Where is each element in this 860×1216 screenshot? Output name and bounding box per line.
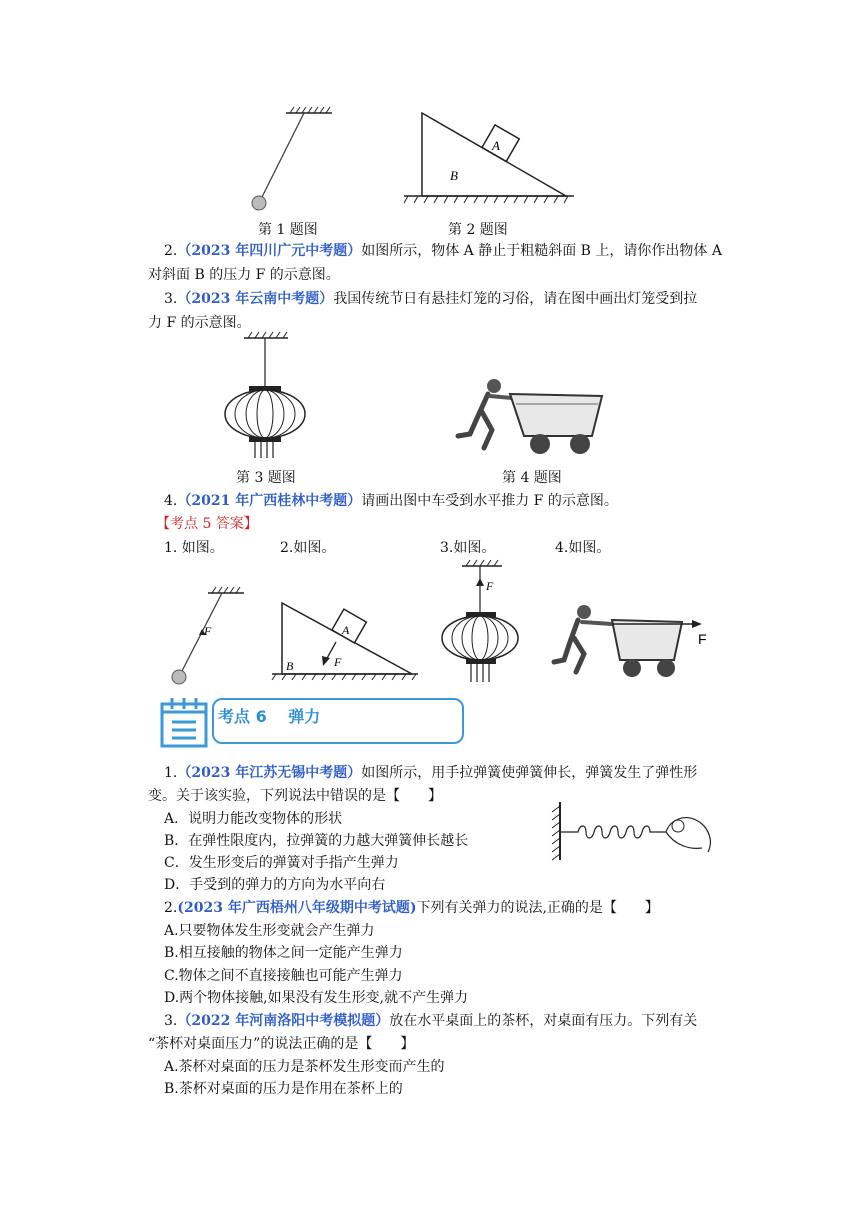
question-text: 下列有关弹力的说法,正确的是【 】 (416, 900, 659, 916)
question-number: 4. (164, 493, 178, 509)
answer-figure-3 (436, 560, 526, 688)
problem-1-line1 (164, 762, 697, 784)
question-number: 2. (164, 243, 178, 259)
question-source: （2023 年云南中考题） (177, 291, 334, 307)
figure-spring (548, 800, 718, 862)
question-3-line1 (164, 288, 697, 310)
question-source: (2023 年广西梧州八年级期中考试题) (177, 900, 417, 916)
question-2-line2: 对斜面 B 的压力 F 的示意图。 (148, 267, 340, 283)
figure-4-cart (452, 372, 612, 462)
question-number: 3. (164, 291, 178, 307)
fig2-label-b: B (450, 168, 458, 183)
question-number: 2. (164, 900, 178, 916)
answer-figure-1 (168, 585, 248, 685)
answer-fig2-label-b: B (286, 659, 294, 673)
question-text: 放在水平桌面上的茶杯，对桌面有压力。下列有关 (389, 1013, 698, 1029)
answer-fig2-label-f: F (334, 655, 342, 669)
question-text: 请画出图中车受到水平推力 F 的示意图。 (361, 493, 618, 509)
question-3-line2: 力 F 的示意图。 (148, 315, 251, 331)
figure-3-lantern (218, 330, 313, 460)
question-number: 3. (164, 1013, 178, 1029)
problem-2-line1 (164, 897, 659, 919)
problem-2-option-d: D.两个物体接触,如果没有发生形变,就不产生弹力 (164, 990, 469, 1006)
answer-2: 2.如图。 (280, 540, 336, 556)
problem-3-line1 (164, 1010, 697, 1032)
problem-1-option-a: A．说明力能改变物体的形状 (164, 811, 343, 827)
problem-1-option-c: C．发生形变后的弹簧对手指产生弹力 (164, 855, 399, 871)
question-2-line1 (164, 240, 722, 262)
problem-2-option-a: A.只要物体发生形变就会产生弹力 (164, 923, 375, 939)
problem-2-option-b: B.相互接触的物体之间一定能产生弹力 (164, 945, 403, 961)
answer-figure-2 (262, 600, 422, 685)
problem-3-option-b: B.茶杯对桌面的压力是作用在茶杯上的 (164, 1081, 403, 1097)
answer-fig4-label-f: F (698, 631, 707, 647)
answer-fig2-label-a: A (342, 623, 350, 637)
problem-3-line2: “茶杯对桌面压力”的说法正确的是【 】 (148, 1036, 415, 1052)
question-text: 如图所示，物体 A 静止于粗糙斜面 B 上，请你作出物体 A (361, 243, 722, 259)
problem-1-option-d: D．手受到的弹力的方向为水平向右 (164, 877, 386, 893)
figure-1-pendulum (250, 105, 340, 215)
question-source: （2022 年河南洛阳中考模拟题） (177, 1013, 390, 1029)
caption-fig2: 第 2 题图 (448, 222, 508, 238)
caption-fig1: 第 1 题图 (258, 222, 318, 238)
section-6-title: 考点 6 弹力 (218, 707, 321, 726)
figure-2-incline (404, 110, 574, 210)
calendar-icon (160, 696, 210, 748)
question-source: （2023 年江苏无锡中考题） (177, 765, 362, 781)
question-source: （2023 年四川广元中考题） (177, 243, 362, 259)
answer-1: 1. 如图。 (164, 540, 224, 556)
answer-4: 4.如图。 (555, 540, 611, 556)
question-source: （2021 年广西桂林中考题） (177, 493, 362, 509)
caption-fig3: 第 3 题图 (236, 470, 296, 486)
fig2-label-a: A (492, 138, 500, 153)
answer-heading: 【考点 5 答案】 (156, 516, 258, 532)
problem-1-option-b: B．在弹性限度内，拉弹簧的力越大弹簧伸长越长 (164, 833, 469, 849)
answer-fig1-label-f: F (204, 624, 212, 638)
question-text: 如图所示，用手拉弹簧使弹簧伸长，弹簧发生了弹性形 (361, 765, 698, 781)
problem-3-option-a: A.茶杯对桌面的压力是茶杯发生形变而产生的 (164, 1059, 445, 1075)
question-4-line1 (164, 490, 618, 512)
problem-2-option-c: C.物体之间不直接接触也可能产生弹力 (164, 968, 403, 984)
problem-1-line2: 变。关于该实验，下列说法中错误的是【 】 (148, 788, 442, 804)
answer-fig3-label-f: F (486, 579, 494, 593)
question-number: 1. (164, 765, 178, 781)
caption-fig4: 第 4 题图 (502, 470, 562, 486)
answer-3: 3.如图。 (440, 540, 496, 556)
answer-figure-4 (554, 600, 714, 690)
question-text: 我国传统节日有悬挂灯笼的习俗，请在图中画出灯笼受到拉 (333, 291, 698, 307)
